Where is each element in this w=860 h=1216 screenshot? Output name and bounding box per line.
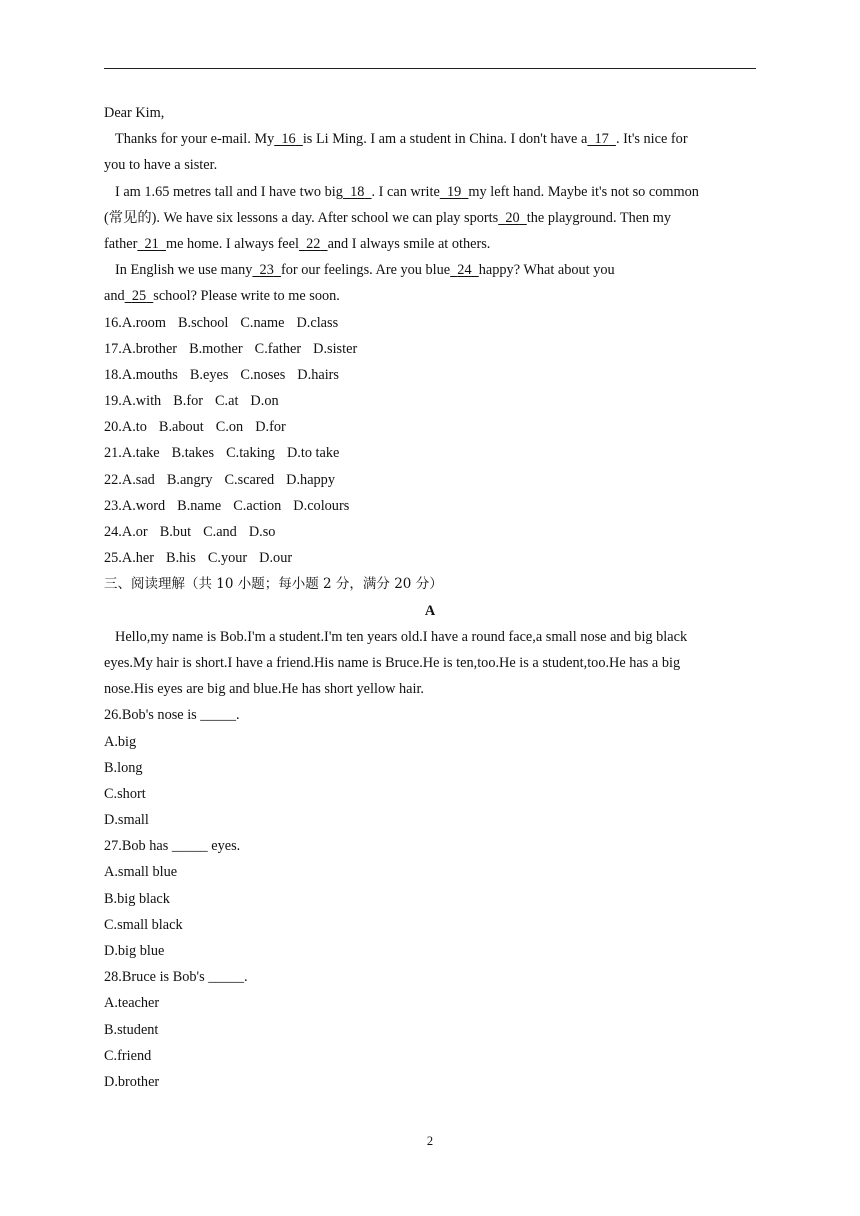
letter-text: you to have a sister. xyxy=(104,157,218,174)
cloze-blank xyxy=(498,205,527,231)
blank-number: 20 xyxy=(505,209,520,226)
answer-option: B.angry xyxy=(166,471,213,488)
letter-line xyxy=(104,257,756,283)
answer-option: D.hairs xyxy=(297,366,339,383)
answer-option: C.scared xyxy=(224,471,275,488)
letter-line xyxy=(104,283,756,309)
question-number: 24. xyxy=(104,524,122,540)
cloze-question xyxy=(104,414,756,440)
answer-option: C.noses xyxy=(240,366,286,383)
question-number: 18. xyxy=(104,366,122,383)
question-number: 20. xyxy=(104,419,122,436)
answer-option: D.class xyxy=(296,314,339,331)
answer-option: A.word xyxy=(121,497,166,514)
cloze-blank xyxy=(587,126,616,152)
answer-option: B.mother xyxy=(189,340,243,357)
answer-option: C.short xyxy=(104,785,146,802)
letter-line xyxy=(104,126,756,152)
letter-text: . I can write xyxy=(371,183,440,200)
answer-option: B.takes xyxy=(171,445,215,462)
answer-option: B.big black xyxy=(104,890,170,907)
answer-option: A.her xyxy=(121,550,155,567)
answer-option: A.brother xyxy=(121,340,178,357)
answer-option: C.your xyxy=(207,550,248,567)
cloze-blank xyxy=(274,126,303,152)
letter-text: I am 1.65 metres tall and I have two big xyxy=(115,183,343,200)
letter-text: the playground. Then my xyxy=(526,209,672,226)
cloze-blank xyxy=(343,179,372,205)
blank-number: 24 xyxy=(457,262,472,279)
blank-number: 16 xyxy=(281,131,296,148)
letter-text: (常见的). We have six lessons a day. After school we can play sports xyxy=(104,209,499,226)
answer-option: A.sad xyxy=(121,471,155,488)
letter-text: and I always smile at others. xyxy=(327,235,491,252)
question-stem: 26.Bob's nose is _____. xyxy=(104,707,240,724)
cloze-question xyxy=(104,336,756,362)
letter-text: me home. I always feel xyxy=(165,235,299,252)
reading-passage xyxy=(104,624,756,703)
blank-number: 19 xyxy=(446,183,462,200)
answer-option: C.father xyxy=(254,340,302,357)
cloze-question xyxy=(104,519,756,545)
answer-option: A.mouths xyxy=(121,366,178,383)
blank-number: 18 xyxy=(350,183,365,200)
answer-option: D.happy xyxy=(286,471,335,488)
answer-option: D.for xyxy=(255,419,286,436)
answer-option: D.small xyxy=(104,812,149,829)
answer-option: B.for xyxy=(173,393,203,410)
question-stem: 27.Bob has _____ eyes. xyxy=(104,838,241,855)
answer-option: C.action xyxy=(233,497,282,514)
letter-greeting: Dear Kim, xyxy=(104,105,165,121)
answer-option: A.teacher xyxy=(104,995,160,1012)
blank-number: 22 xyxy=(306,235,321,252)
answer-option: A.with xyxy=(121,393,162,410)
letter-text: happy? What about you xyxy=(478,262,615,279)
passage-line: eyes.My hair is short.I have a friend.His name is Bruce.He is ten,too.He is a student,too.He has a big xyxy=(104,654,681,671)
letter-text: Thanks for your e-mail. My xyxy=(115,131,275,148)
cloze-question xyxy=(104,362,756,388)
answer-option: A.big xyxy=(104,733,137,750)
letter-text: for our feelings. Are you blue xyxy=(281,262,451,279)
blank-number: 17 xyxy=(594,131,609,148)
cloze-question xyxy=(104,388,756,414)
letter-text: school? Please write to me soon. xyxy=(153,288,340,305)
letter-line xyxy=(104,152,756,178)
answer-option: C.friend xyxy=(104,1047,152,1064)
answer-option: D.on xyxy=(250,393,279,410)
cloze-blank xyxy=(125,283,154,309)
page-content xyxy=(104,100,756,1095)
question-stem: 28.Bruce is Bob's _____. xyxy=(104,969,248,986)
answer-option: C.at xyxy=(214,393,239,410)
letter-line xyxy=(104,205,756,231)
answer-option: D.to take xyxy=(286,445,340,462)
cloze-blank xyxy=(137,231,166,257)
letter-text: is Li Ming. I am a student in China. I don't have a xyxy=(302,131,588,148)
passage-line: nose.His eyes are big and blue.He has short yellow hair. xyxy=(104,681,425,698)
question-number: 23. xyxy=(104,497,122,514)
cloze-blank xyxy=(440,179,469,205)
blank-number: 25 xyxy=(131,288,147,305)
question-number: 17. xyxy=(104,340,122,357)
cloze-question-list xyxy=(104,310,756,572)
letter-line xyxy=(104,231,756,257)
letter-text: In English we use many xyxy=(115,262,253,279)
cloze-question xyxy=(104,467,756,493)
letter-text: my left hand. Maybe it's not so common xyxy=(468,183,699,200)
letter-text: father xyxy=(104,235,138,252)
section-title: 三、阅读理解（共 10 小题；每小题 2 分，满分 20 分） xyxy=(104,576,443,593)
answer-option: D.our xyxy=(259,550,293,567)
passage-label: A xyxy=(424,602,436,619)
answer-option: C.and xyxy=(203,524,237,540)
answer-option: C.on xyxy=(215,419,244,436)
cloze-blank xyxy=(299,231,328,257)
question-number: 25. xyxy=(104,550,122,567)
answer-option: B.eyes xyxy=(189,366,229,383)
cloze-question xyxy=(104,545,756,571)
cloze-question xyxy=(104,493,756,519)
answer-option: D.so xyxy=(248,524,276,540)
answer-option: C.name xyxy=(240,314,285,331)
answer-option: A.room xyxy=(121,314,166,331)
answer-option: D.sister xyxy=(313,340,358,357)
answer-option: B.name xyxy=(177,497,222,514)
question-number: 21. xyxy=(104,445,122,462)
question-number: 19. xyxy=(104,393,122,410)
cloze-blank xyxy=(450,257,479,283)
question-number: 22. xyxy=(104,471,122,488)
answer-option: D.brother xyxy=(104,1073,160,1090)
answer-option: B.but xyxy=(159,524,192,540)
answer-option: B.about xyxy=(158,419,204,436)
answer-option: A.to xyxy=(121,419,147,436)
answer-option: C.taking xyxy=(226,445,275,462)
answer-option: D.big blue xyxy=(104,943,165,959)
letter-text: and xyxy=(104,288,125,305)
answer-option: A.or xyxy=(121,524,148,540)
blank-number: 21 xyxy=(144,235,159,252)
cloze-question xyxy=(104,310,756,336)
reading-question-list xyxy=(104,702,756,1095)
cloze-question xyxy=(104,440,756,466)
answer-option: A.small blue xyxy=(104,864,178,881)
page-number: 2 xyxy=(426,1134,434,1148)
answer-option: B.student xyxy=(104,1021,159,1038)
answer-option: B.long xyxy=(104,759,143,776)
question-number: 16. xyxy=(104,314,122,331)
answer-option: B.his xyxy=(166,550,196,567)
cloze-blank xyxy=(252,257,281,283)
passage-line: Hello,my name is Bob.I'm a student.I'm ten years old.I have a round face,a small nose and big black xyxy=(115,628,688,645)
header-rule xyxy=(104,68,756,69)
letter-line xyxy=(104,179,756,205)
answer-option: C.small black xyxy=(104,916,183,933)
answer-option: B.school xyxy=(177,314,229,331)
letter-text: . It's nice for xyxy=(615,131,688,148)
letter-body xyxy=(104,126,756,309)
answer-option: A.take xyxy=(121,445,160,462)
answer-option: D.colours xyxy=(293,497,350,514)
blank-number: 23 xyxy=(259,262,274,279)
